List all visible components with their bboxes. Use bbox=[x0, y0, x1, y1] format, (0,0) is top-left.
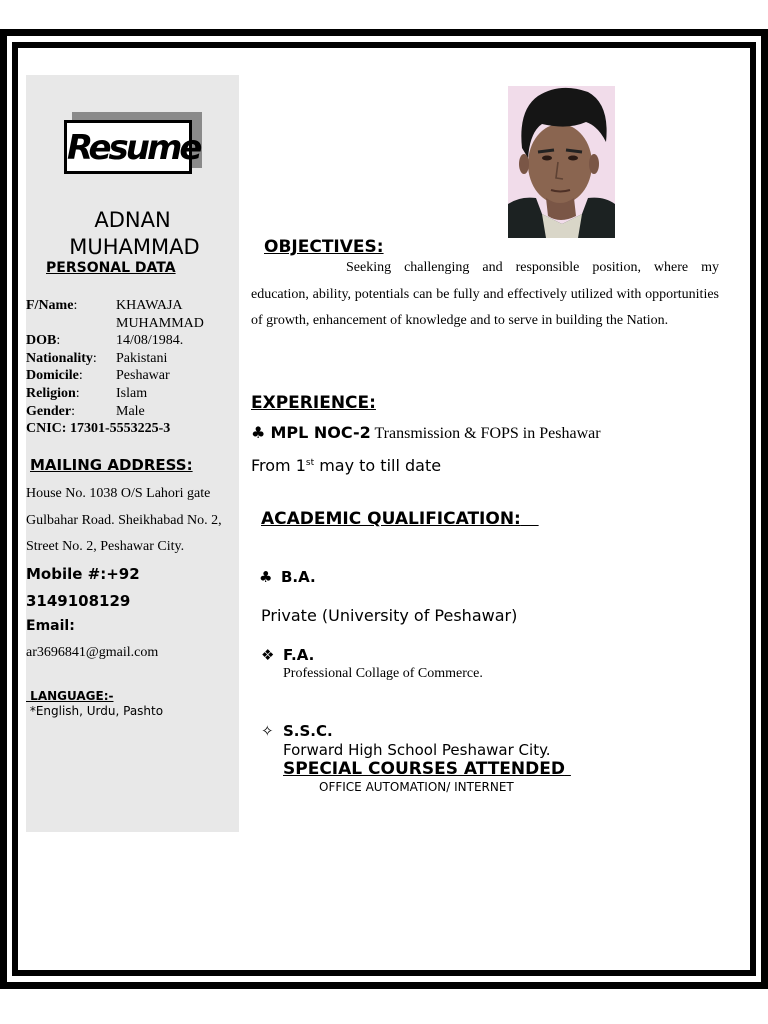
degree-name: F.A. bbox=[283, 646, 315, 664]
special-courses-heading bbox=[283, 759, 571, 779]
degree-name: B.A. bbox=[281, 568, 316, 586]
personal-row bbox=[26, 332, 204, 350]
row-value: Peshawar bbox=[116, 368, 170, 384]
email-label: Email: bbox=[26, 618, 75, 634]
objectives-body: Seeking challenging and responsible position, where my education, ability, potentials can be fully and effectively utilized with opportunities of growth, enhancement of knowledge and to serve in building the Nation. bbox=[251, 260, 719, 329]
row-sep: : bbox=[75, 385, 80, 401]
degree-name: S.S.C. bbox=[283, 722, 333, 740]
email-address: ar3696841@gmail.com bbox=[26, 645, 159, 660]
date-ordinal: st bbox=[305, 458, 315, 468]
objectives-text bbox=[251, 255, 719, 335]
institution-fa: Professional Collage of Commerce. bbox=[283, 666, 483, 681]
row-value: KHAWAJA bbox=[116, 298, 183, 313]
row-label: Religion bbox=[26, 385, 76, 401]
candidate-name bbox=[26, 207, 239, 261]
mailing-address: House No. 1038 O/S Lahori gate Gulbahar Road. Sheikhabad No. 2, Street No. 2, Peshawar City. bbox=[26, 486, 222, 555]
mobile-number: Mobile #:+92 3149108129 bbox=[26, 565, 140, 610]
row-sep: : bbox=[92, 350, 97, 366]
row-value: Pakistani bbox=[116, 350, 168, 366]
row-sep: : bbox=[56, 333, 61, 349]
date-suffix: may to till date bbox=[314, 456, 442, 475]
person-photo-icon bbox=[508, 86, 615, 238]
institution-ba: Private (University of Peshawar) bbox=[261, 606, 518, 625]
personal-row bbox=[26, 350, 204, 368]
language-list: *English, Urdu, Pashto bbox=[26, 704, 164, 718]
personal-row bbox=[26, 385, 204, 403]
academic-heading bbox=[261, 509, 539, 529]
row-value: MUHAMMAD bbox=[116, 315, 204, 331]
diamond-bullet-icon: ❖ bbox=[261, 646, 275, 664]
resume-logo-box bbox=[64, 120, 200, 174]
experience-detail: Transmission & FOPS in Peshawar bbox=[370, 425, 601, 442]
star-bullet-icon: ✧ bbox=[261, 722, 274, 740]
row-label: Nationality bbox=[26, 350, 93, 366]
special-courses-heading-text: SPECIAL COURSES ATTENDED bbox=[283, 759, 565, 779]
row-value: Islam bbox=[116, 385, 148, 401]
experience-org: MPL NOC bbox=[270, 423, 353, 442]
experience-dates bbox=[251, 456, 441, 475]
personal-row bbox=[26, 315, 204, 333]
personal-data-heading: PERSONAL DATA bbox=[46, 260, 176, 276]
row-sep: : bbox=[73, 298, 78, 313]
resume-logo bbox=[64, 112, 204, 178]
resume-logo-text: Resume bbox=[67, 128, 200, 168]
experience-entry bbox=[251, 423, 601, 443]
row-sep: : bbox=[71, 403, 75, 419]
name-line-1: ADNAN bbox=[94, 208, 171, 232]
club-bullet-icon: ♣ bbox=[251, 423, 266, 442]
objectives-heading: OBJECTIVES: bbox=[264, 237, 384, 257]
personal-data-table bbox=[26, 297, 204, 420]
row-value: 14/08/1984. bbox=[116, 333, 184, 349]
row-value: Male bbox=[116, 403, 145, 419]
row-label: Gender bbox=[26, 403, 72, 419]
language-heading: LANGUAGE:- bbox=[26, 689, 114, 703]
mailing-address-heading: MAILING ADDRESS: bbox=[30, 456, 193, 474]
qualification-ssc bbox=[261, 722, 333, 740]
experience-org-suffix: -2 bbox=[352, 423, 371, 442]
academic-heading-text: ACADEMIC QUALIFICATION: bbox=[261, 509, 521, 529]
qualification-fa bbox=[261, 646, 314, 664]
row-sep: : bbox=[78, 368, 83, 384]
row-label: F/Name bbox=[26, 298, 74, 313]
institution-ssc: Forward High School Peshawar City. bbox=[283, 741, 551, 759]
personal-row bbox=[26, 403, 204, 421]
date-prefix: From 1 bbox=[251, 456, 306, 475]
name-line-2: MUHAMMAD bbox=[69, 235, 200, 259]
special-courses-value: OFFICE AUTOMATION/ INTERNET bbox=[319, 780, 514, 794]
cnic-number: CNIC: 17301-5553225-3 bbox=[26, 421, 171, 436]
sidebar-panel bbox=[26, 75, 239, 832]
row-label: DOB bbox=[26, 333, 57, 349]
club-bullet-icon: ♣ bbox=[259, 568, 273, 586]
qualification-ba bbox=[259, 568, 316, 586]
personal-row bbox=[26, 367, 204, 385]
row-label: Domicile bbox=[26, 368, 79, 384]
experience-heading: EXPERIENCE: bbox=[251, 393, 376, 413]
personal-row bbox=[26, 297, 204, 315]
